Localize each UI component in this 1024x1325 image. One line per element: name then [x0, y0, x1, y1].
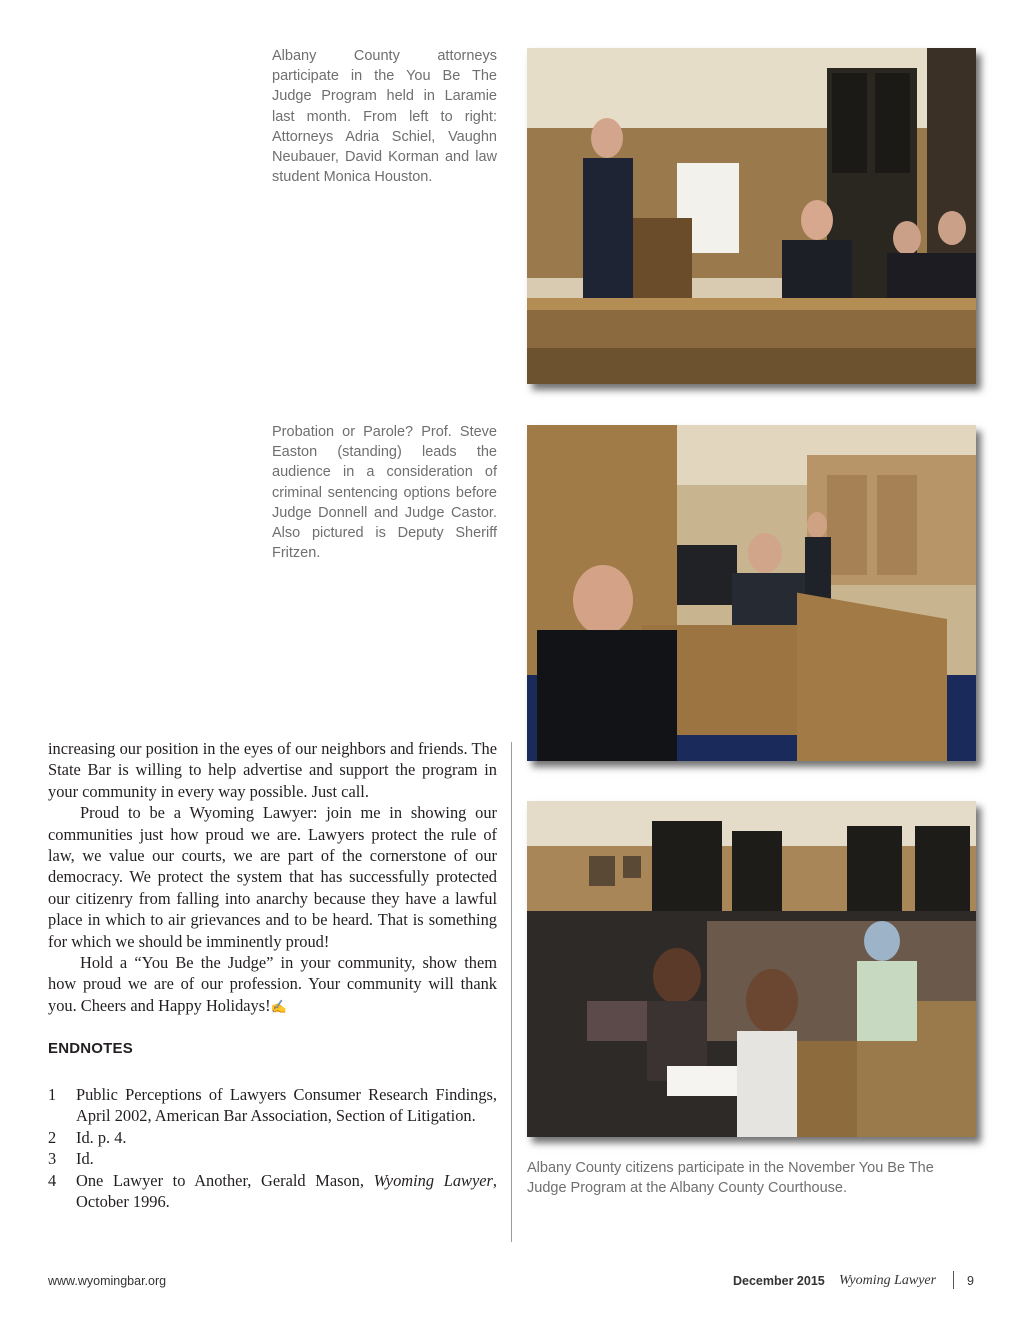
- photo-sentencing-discussion: [527, 425, 976, 761]
- endnote-text: [76, 1170, 497, 1213]
- body-paragraph: Proud to be a Wyoming Lawyer: join me in showing our communities just how proud we are. Lawyers protect the rule of law, we value our courts, we are part of the cornerstone of our democracy. We protect the system that has successfully protected our citizenry from falling into anarchy because they have a lawful place in which to air grievances and to be heard. That is something for which we should be imminently proud!: [48, 803, 497, 951]
- endnote-item: [48, 1148, 497, 1169]
- endnotes-list: [48, 1084, 497, 1212]
- end-mark-icon: ✍: [270, 998, 287, 1014]
- endnote-text-part: , October 1996.: [76, 1170, 497, 1212]
- endnote-text: Id. p. 4.: [76, 1127, 127, 1147]
- endnote-item: [48, 1084, 497, 1127]
- endnote-number: 1: [48, 1085, 57, 1104]
- endnote-number: 3: [48, 1149, 57, 1169]
- endnote-publication-title: Wyoming Lawyer: [373, 1170, 493, 1190]
- photo-caption-attorneys: Albany County attorneys participate in the You Be The Judge Program held in Laramie last month. From left to right: Attorneys Adria Schiel, Vaughn Neubauer, David Korman and law student Monica Houston.: [272, 48, 497, 186]
- photo-audience-courthouse: [527, 801, 976, 1137]
- footer-page-number: 9: [967, 1274, 974, 1288]
- column-divider: [511, 742, 512, 1242]
- endnote-number: 4: [48, 1170, 57, 1190]
- endnote-item: [48, 1170, 497, 1213]
- photo-caption-audience: Albany County citizens participate in the November You Be The Judge Program at the Albany County Courthouse.: [527, 1160, 934, 1197]
- photo-attorneys-courtroom: [527, 48, 976, 384]
- endnote-item: [48, 1127, 497, 1148]
- footer-publication-name: Wyoming Lawyer: [839, 1273, 937, 1288]
- body-paragraph-text: Hold a “You Be the Judge” in your community, show them how proud we are of our profession. Your community will thank you. Cheers and Happy Holidays!: [48, 953, 497, 1015]
- endnote-text: Public Perceptions of Lawyers Consumer Research Findings, April 2002, American Bar Association, Section of Litigation.: [76, 1085, 497, 1126]
- endnotes-heading: ENDNOTES: [48, 1040, 133, 1057]
- body-paragraph: increasing our position in the eyes of our neighbors and friends. The State Bar is willing to help advertise and support the program in your community in every way possible. Just call.: [48, 739, 497, 801]
- article-body: [48, 738, 497, 1017]
- endnote-text: Id.: [76, 1149, 94, 1169]
- endnote-text-part: One Lawyer to Another, Gerald Mason,: [76, 1170, 374, 1190]
- footer-divider: [953, 1271, 954, 1289]
- endnote-number: 2: [48, 1127, 57, 1147]
- footer-issue-date: December 2015: [733, 1274, 825, 1288]
- footer-website-link[interactable]: www.wyomingbar.org: [48, 1274, 167, 1288]
- photo-caption-sentencing: Probation or Parole? Prof. Steve Easton (standing) leads the audience in a consideration of criminal sentencing options before Judge Donnell and Judge Castor. Also pictured is Deputy Sheriff Fritzen.: [272, 424, 497, 562]
- body-paragraph: [48, 952, 497, 1017]
